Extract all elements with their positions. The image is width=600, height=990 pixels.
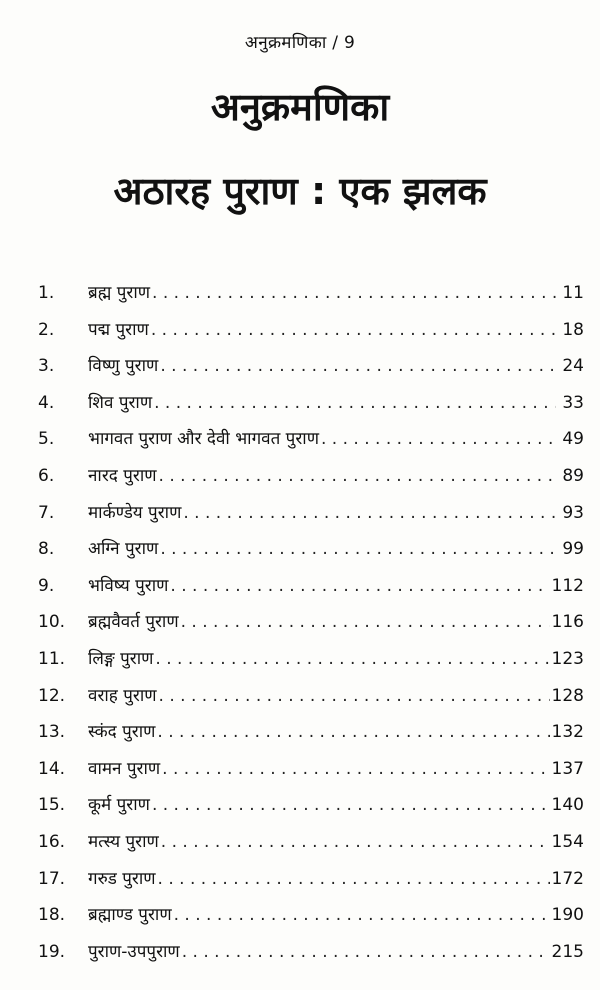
toc-entry-title: शिव पुराण (88, 392, 153, 413)
toc-entry (28, 280, 584, 317)
page-subtitle: अठारह पुराण : एक झलक (113, 169, 487, 213)
dot-leader (152, 795, 550, 815)
toc-entry-number: 13. (38, 722, 66, 743)
toc-entry-title: मत्स्य पुराण (88, 831, 159, 852)
toc-entry-number: 16. (38, 831, 66, 852)
dot-leader (155, 649, 549, 669)
toc-entry-number: 10. (38, 612, 66, 633)
toc-entry (28, 866, 584, 903)
toc-entry-page-number: 190 (551, 905, 584, 926)
dot-leader (158, 869, 550, 889)
dot-leader (181, 612, 550, 632)
toc-entry-title: वामन पुराण (88, 758, 161, 779)
toc-entry-number: 11. (38, 648, 66, 669)
dot-leader (151, 320, 556, 340)
toc-entry-title: अग्नि पुराण (88, 539, 159, 560)
toc-entry (28, 609, 584, 646)
toc-entry-number: 6. (38, 465, 55, 486)
dot-leader (160, 356, 556, 376)
toc-entry-page-number: 112 (551, 575, 584, 596)
toc-entry-title: ब्रह्माण्ड पुराण (88, 905, 172, 926)
toc-entry-number: 8. (38, 539, 55, 560)
dot-leader (160, 539, 556, 559)
dot-leader (162, 759, 549, 779)
toc-entry-page-number: 93 (562, 502, 584, 523)
toc-entry (28, 756, 584, 793)
toc-entry-title: विष्णु पुराण (88, 356, 159, 377)
toc-entry-title: स्कंद पुराण (88, 722, 156, 743)
toc-entry (28, 829, 584, 866)
page-title: अनुक्रमणिका (210, 85, 390, 129)
toc-entry-number: 19. (38, 941, 66, 962)
toc-entry-page-number: 33 (562, 392, 584, 413)
toc-entry-page-number: 123 (551, 648, 584, 669)
dot-leader (161, 832, 550, 852)
dot-leader (321, 429, 556, 449)
toc-entry-title: कूर्म पुराण (88, 795, 150, 816)
dot-leader (157, 722, 549, 742)
dot-leader (159, 686, 550, 706)
toc-entry-page-number: 49 (562, 429, 584, 450)
toc-entry-number: 17. (38, 868, 66, 889)
toc-entry-page-number: 18 (562, 319, 584, 340)
toc-entry (28, 939, 584, 976)
toc-entry-title: पद्म पुराण (88, 319, 149, 340)
toc-entry-title: वराह पुराण (88, 685, 157, 706)
dot-leader (182, 942, 550, 962)
toc-entry-title: गरुड पुराण (88, 868, 156, 889)
toc-entry-page-number: 140 (551, 795, 584, 816)
toc-entry (28, 390, 584, 427)
toc-entry (28, 719, 584, 756)
toc-entry-title: भागवत पुराण और देवी भागवत पुराण (88, 429, 319, 450)
toc-entry-page-number: 215 (551, 941, 584, 962)
toc-entry-number: 4. (38, 392, 55, 413)
toc-entry-number: 5. (38, 429, 55, 450)
toc-entry-number: 15. (38, 795, 66, 816)
toc-entry (28, 463, 584, 500)
dot-leader (174, 905, 550, 925)
table-of-contents (28, 280, 584, 975)
toc-entry (28, 683, 584, 720)
dot-leader (170, 576, 549, 596)
toc-entry-page-number: 89 (562, 465, 584, 486)
toc-entry-page-number: 116 (551, 612, 584, 633)
toc-entry (28, 573, 584, 610)
toc-entry-page-number: 132 (551, 722, 584, 743)
toc-entry-title: ब्रह्म पुराण (88, 283, 151, 303)
toc-entry (28, 536, 584, 573)
toc-entry-number: 1. (38, 283, 55, 303)
toc-entry-number: 2. (38, 319, 55, 340)
toc-entry-page-number: 99 (562, 539, 584, 560)
toc-entry-page-number: 137 (551, 758, 584, 779)
toc-entry-number: 7. (38, 502, 55, 523)
dot-leader (154, 393, 556, 413)
dot-leader (152, 283, 556, 303)
dot-leader (183, 503, 556, 523)
toc-entry-title: ब्रह्मवैवर्त पुराण (88, 612, 179, 633)
toc-entry-title: भविष्य पुराण (88, 575, 169, 596)
dot-leader (159, 466, 556, 486)
toc-entry-title: लिङ्ग पुराण (88, 648, 154, 669)
toc-entry-number: 3. (38, 356, 55, 377)
toc-entry-page-number: 172 (551, 868, 584, 889)
toc-entry-title: पुराण-उपपुराण (88, 941, 180, 962)
toc-entry (28, 426, 584, 463)
toc-entry (28, 646, 584, 683)
toc-entry (28, 353, 584, 390)
toc-entry-number: 18. (38, 905, 66, 926)
toc-entry (28, 792, 584, 829)
toc-entry (28, 317, 584, 354)
toc-entry-page-number: 11 (562, 283, 584, 303)
toc-entry-title: नारद पुराण (88, 465, 157, 486)
toc-entry-page-number: 154 (551, 831, 584, 852)
running-header: अनुक्रमणिका / 9 (244, 33, 356, 53)
toc-entry-title: मार्कण्डेय पुराण (88, 502, 182, 523)
toc-entry (28, 902, 584, 939)
toc-entry (28, 500, 584, 537)
toc-entry-number: 12. (38, 685, 66, 706)
toc-entry-number: 14. (38, 758, 66, 779)
toc-entry-number: 9. (38, 575, 55, 596)
toc-entry-page-number: 24 (562, 356, 584, 377)
toc-entry-page-number: 128 (551, 685, 584, 706)
